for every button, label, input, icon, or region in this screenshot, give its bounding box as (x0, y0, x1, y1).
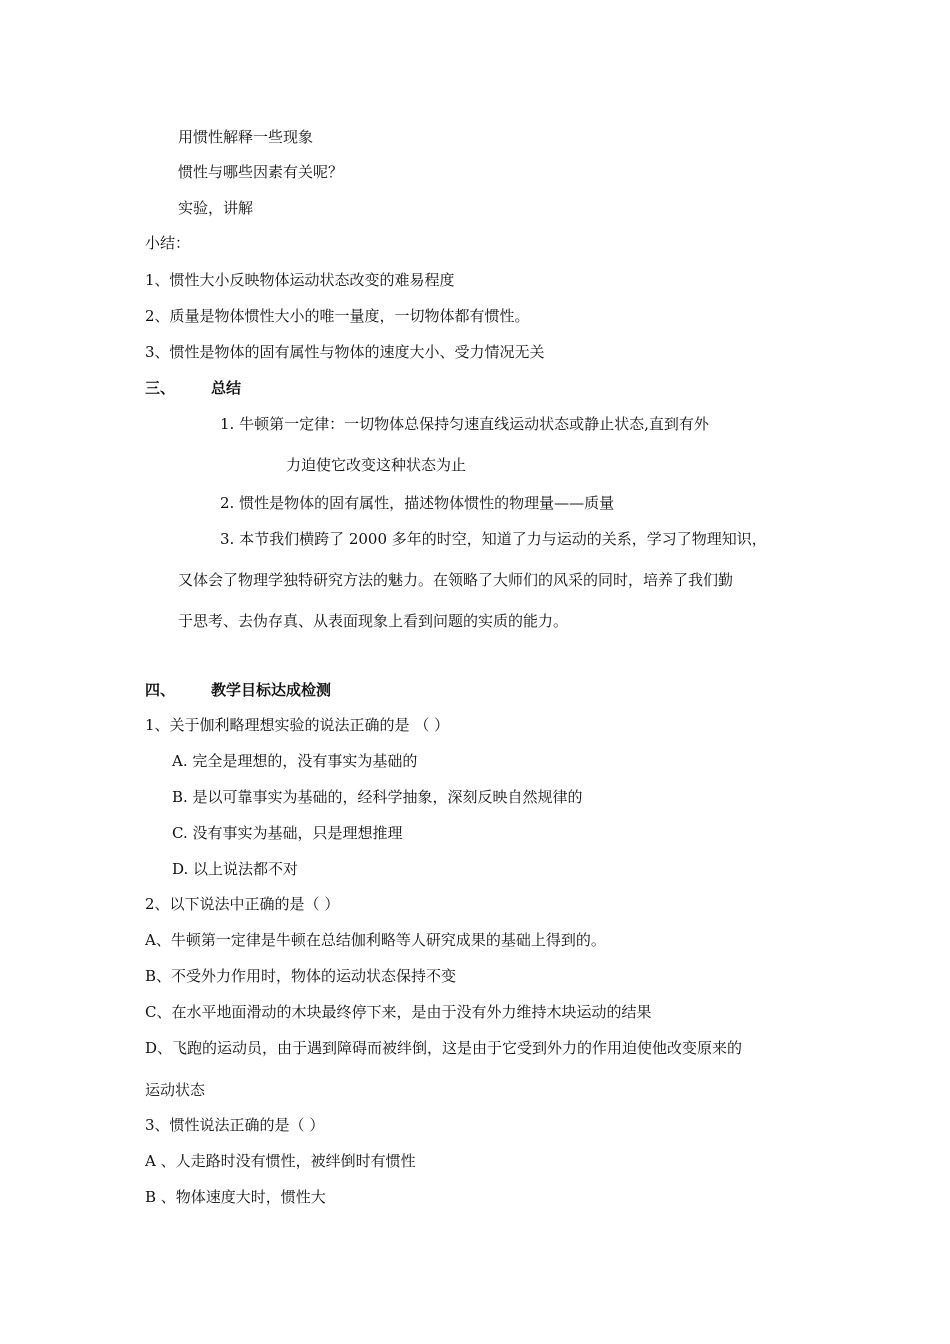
summary-item-3: 3、惯性是物体的固有属性与物体的速度大小、受力情况无关 (145, 343, 545, 361)
section-3-item-2: 2. 惯性是物体的固有属性，描述物体惯性的物理量——质量 (220, 494, 615, 512)
section-4-number: 四、 (145, 681, 176, 699)
summary-item-2: 2、质量是物体惯性大小的唯一量度，一切物体都有惯性。 (145, 307, 530, 325)
question-2-option-d-line-2: 运动状态 (145, 1081, 206, 1099)
section-3-number: 三、 (145, 379, 176, 397)
question-3-option-a: A 、人走路时没有惯性，被绊倒时有惯性 (145, 1152, 416, 1170)
section-3-item-3-line-2: 又体会了物理学独特研究方法的魅力。在领略了大师们的风采的同时，培养了我们勤 (178, 571, 734, 589)
section-4-title: 教学目标达成检测 (211, 681, 332, 699)
section-3-item-1-line-1: 1. 牛顿第一定律：一切物体总保持匀速直线运动状态或静止状态,直到有外 (220, 415, 709, 433)
intro-line-3: 实验，讲解 (178, 199, 254, 217)
question-1-option-a: A. 完全是理想的，没有事实为基础的 (172, 752, 418, 770)
section-3-item-1-line-2: 力迫使它改变这种状态为止 (286, 456, 467, 474)
question-1-option-d: D. 以上说法都不对 (172, 860, 299, 878)
summary-item-1: 1、惯性大小反映物体运动状态改变的难易程度 (145, 271, 455, 289)
question-3-stem: 3、惯性说法正确的是（ ） (145, 1116, 325, 1134)
question-2-option-d-line-1: D、飞跑的运动员，由于遇到障碍而被绊倒，这是由于它受到外力的作用迫使他改变原来的 (145, 1039, 743, 1057)
question-1-option-b: B. 是以可靠事实为基础的，经科学抽象，深刻反映自然规律的 (172, 788, 583, 806)
question-2-option-b: B、不受外力作用时，物体的运动状态保持不变 (145, 967, 457, 985)
summary-title: 小结： (145, 234, 191, 252)
question-1-stem: 1、关于伽利略理想实验的说法正确的是 （ ） (145, 716, 450, 734)
intro-line-2: 惯性与哪些因素有关呢？ (178, 163, 344, 181)
section-3-title: 总结 (211, 379, 242, 397)
section-3-item-3-line-1: 3. 本节我们横跨了 2000 多年的时空，知道了力与运动的关系，学习了物理知识， (220, 530, 767, 548)
question-2-option-c: C、在水平地面滑动的木块最终停下来，是由于没有外力维持木块运动的结果 (145, 1003, 652, 1021)
section-3-item-3-line-3: 于思考、去伪存真、从表面现象上看到问题的实质的能力。 (178, 612, 569, 630)
question-2-stem: 2、以下说法中正确的是（ ） (145, 895, 340, 913)
question-3-option-b: B 、物体速度大时，惯性大 (145, 1188, 326, 1206)
intro-line-1: 用惯性解释一些现象 (178, 128, 314, 146)
question-1-option-c: C. 没有事实为基础，只是理想推理 (172, 824, 403, 842)
question-2-option-a: A、牛顿第一定律是牛顿在总结伽利略等人研究成果的基础上得到的。 (145, 931, 606, 949)
